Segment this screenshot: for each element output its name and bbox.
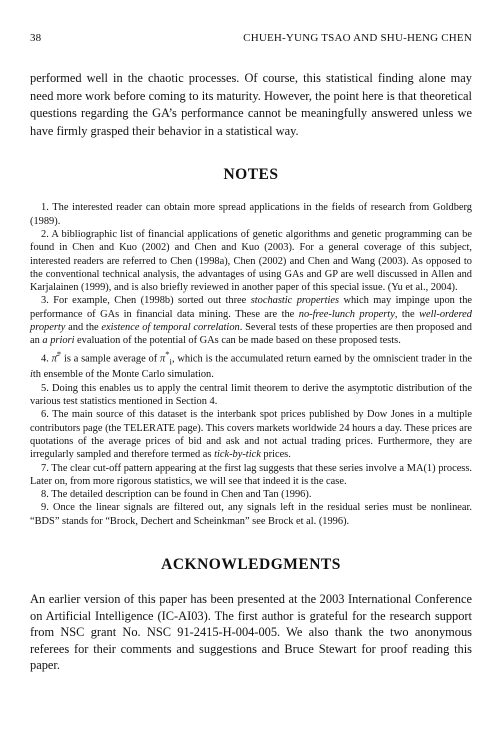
- note-3-term: stochastic properties: [250, 295, 340, 307]
- note-3: [30, 294, 472, 347]
- note-6: [30, 408, 472, 461]
- note-6-text: 6. The main source of this dataset is the interbank spot prices published by Dow Jones in a multiple contributors page (the TELERATE page). This covers markets worldwide 24 hours a day. These prices are quotations of the average prices of bid and ask and not actual trading prices. Furthermore, they are irregularly sampled and therefore termed as: [30, 409, 472, 461]
- note-3-text: , the: [394, 308, 420, 320]
- note-6-term: tick-by-tick: [214, 449, 261, 461]
- acknowledgments-paragraph: An earlier version of this paper has been presented at the 2003 International Conference on Artificial Intelligence (IC-AI03). The first author is grateful for the research support from NSC grant No. NSC 91-2415-H-004-005. We also thank the two anonymous referees for their comments and suggestions and Bruce Stewart for proof reading this paper.: [30, 592, 472, 673]
- note-5: 5. Doing this enables us to apply the central limit theorem to derive the asymptotic distribution of the various test statistics mentioned in Section 4.: [30, 382, 472, 408]
- note-3-term: a priori: [42, 335, 75, 347]
- star-superscript: *: [56, 348, 62, 359]
- star-superscript: *: [165, 348, 170, 359]
- note-4-text: , which is the accumulated return earned by the omniscient trader in the: [171, 353, 473, 365]
- note-4-text: is a sample average of: [61, 353, 160, 365]
- note-3-text: and the: [65, 322, 102, 334]
- page-number: 38: [30, 32, 42, 44]
- i-subscript: i: [169, 356, 172, 367]
- note-4: [30, 348, 472, 382]
- note-6-text: prices.: [260, 449, 291, 461]
- note-4-text: th ensemble of the Monte Carlo simulation.: [32, 369, 214, 381]
- note-3-text: evaluation of the potential of GAs can be made based on these proposed tests.: [74, 335, 401, 347]
- note-4-text: 4.: [41, 353, 52, 365]
- running-title: CHUEH-YUNG TSAO AND SHU-HENG CHEN: [243, 32, 472, 44]
- notes-list: [30, 201, 472, 528]
- note-3-term: well-ordered property: [30, 308, 472, 334]
- note-2: 2. A bibliographic list of financial applications of genetic algorithms and genetic programming can be found in Chen and Kuo (2002) and Chen and Kuo (2003). For a general coverage of this subject, interested readers are referred to Chen (1998a), Chen (2002) and Chen and Wang (2003). As opposed to the conventional technical analysis, the advantages of using GAs and GP are well discussed in Allen and Karjalainen (1999), and is also briefly reviewed in another paper of this special issue. (Yu et al., 2004).: [30, 228, 472, 294]
- note-3-text: which may impinge upon the performance of GAs in financial data mining. These are the: [30, 295, 472, 320]
- note-9: 9. Once the linear signals are filtered out, any signals left in the residual series must be nonlinear. “BDS” stands for “Brock, Dechert and Scheinkman” see Brock et al. (1996).: [30, 502, 472, 527]
- note-3-text: . Several tests of these properties are then proposed and an: [30, 322, 472, 347]
- lead-paragraph: performed well in the chaotic processes. Of course, this statistical finding alone may need more work before coming to its maturity. However, the point here is that theoretical questions regarding the GA’s performance cannot be meaningfully answered unless we have firmly grasped their behavior in a statistical way.: [30, 71, 472, 138]
- note-8: 8. The detailed description can be found in Chen and Tan (1996).: [41, 489, 312, 501]
- pi-symbol: π: [159, 353, 166, 365]
- i-variable: i: [30, 369, 33, 381]
- pi-bar-symbol: π̄: [51, 353, 57, 365]
- note-7: 7. The clear cut-off pattern appearing at the first lag suggests that these series involve a MA(1) process. Later on, from more rigorous statistics, we will see that indeed it is the case.: [30, 462, 472, 487]
- note-3-text: 3. For example, Chen (1998b) sorted out three: [41, 295, 251, 307]
- acknowledgments-heading: ACKNOWLEDGMENTS: [161, 556, 341, 574]
- page: [30, 32, 472, 674]
- note-3-term: no-free-lunch property: [298, 308, 395, 320]
- notes-heading: NOTES: [223, 166, 279, 184]
- note-3-term: existence of temporal correlation: [101, 322, 240, 334]
- running-header: [30, 32, 472, 44]
- note-1: 1. The interested reader can obtain more spread applications in the fields of research from Goldberg (1989).: [30, 202, 472, 227]
